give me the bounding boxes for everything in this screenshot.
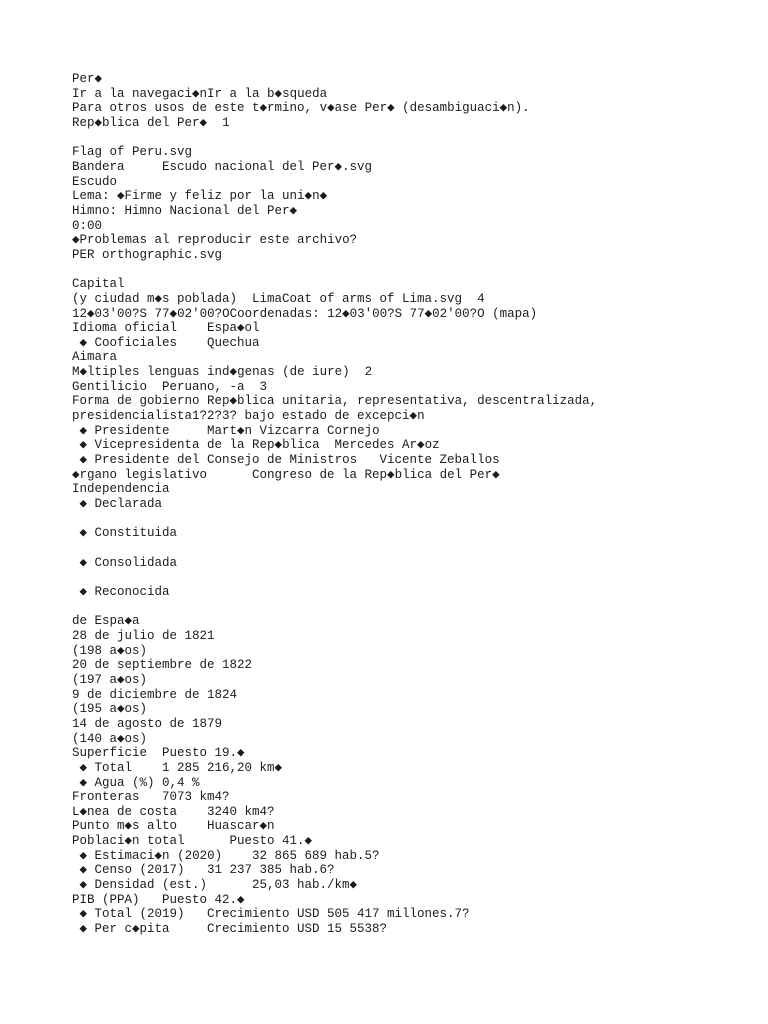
area-total-label: ◆ Total — [79, 760, 133, 775]
co-official-value: Aimara — [72, 350, 118, 365]
gdp-row — [72, 893, 752, 908]
official-language-row — [72, 321, 752, 336]
government-label: Forma de gobierno — [72, 394, 200, 409]
population-row — [72, 834, 752, 849]
gdp-total-label: ◆ Total (2019) — [79, 907, 185, 922]
borders-label: Fronteras — [72, 790, 140, 805]
audio-time: 0:00 — [72, 218, 103, 233]
co-official-row — [72, 336, 752, 351]
leader-label: ◆ Presidente — [79, 423, 170, 438]
borders-value: 7073 km4? — [162, 790, 230, 805]
government-value: Rep◆blica unitaria, representativa, descentralizada, — [207, 394, 598, 409]
co-official-value: M◆ltiples lenguas ind◆genas (de iure) — [72, 365, 350, 380]
independence-age: (195 a◆os) — [72, 702, 148, 717]
population-census-row — [72, 863, 752, 878]
leader-label: ◆ Presidente del Consejo de Ministros — [79, 453, 358, 468]
leader-row — [72, 424, 752, 439]
coastline-row — [72, 805, 752, 820]
gdp-per-capita-row — [72, 922, 752, 937]
blank-line — [72, 131, 752, 146]
symbols-row — [72, 160, 752, 175]
capital-label: Capital — [72, 277, 125, 292]
area-rank: Puesto 19.◆ — [162, 746, 245, 761]
demonym-row — [72, 380, 752, 395]
independence-date: 28 de julio de 1821 — [72, 628, 215, 643]
capital-value: LimaCoat of arms of Lima.svg — [252, 291, 463, 306]
independence-stage — [72, 556, 752, 571]
demonym-label: Gentilicio — [72, 379, 148, 394]
official-name: Rep◆blica del Per◆ — [72, 115, 208, 130]
gdp-label: PIB (PPA) — [72, 892, 140, 907]
independence-stage-label: ◆ Consolidada — [79, 555, 178, 570]
map-file: PER orthographic.svg — [72, 247, 223, 262]
area-water-label: ◆ Agua (%) — [79, 775, 155, 790]
co-official-value: Quechua — [207, 335, 260, 350]
population-density-value: 25,03 hab./km◆ — [252, 878, 358, 893]
footnote-ref: 3 — [259, 379, 268, 394]
area-total-row — [72, 761, 752, 776]
blank-line — [72, 541, 752, 556]
independence-date: 14 de agosto de 1879 — [72, 716, 223, 731]
independence-stage — [72, 585, 752, 600]
page-title: Per◆ — [72, 72, 103, 86]
capital-sublabel: (y ciudad m◆s poblada) — [72, 291, 238, 306]
leader-label: ◆ Vicepresidenta de la Rep◆blica — [79, 438, 320, 453]
leader-value: Vicente Zeballos — [379, 453, 500, 468]
leader-value: Mart◆n Vizcarra Cornejo — [207, 423, 380, 438]
document-text — [72, 72, 752, 937]
gdp-per-capita-value: Crecimiento USD 15 5538? — [207, 922, 388, 937]
population-census-value: 31 237 385 hab.6? — [207, 863, 335, 878]
official-language-value: Espa◆ol — [207, 321, 260, 336]
blank-line — [72, 600, 752, 615]
blank-line — [72, 263, 752, 278]
borders-row — [72, 790, 752, 805]
audio-error: ◆Problemas al reproducir este archivo? — [72, 233, 358, 248]
coastline-label: L◆nea de costa — [72, 804, 178, 819]
co-official-label: ◆ Cooficiales — [79, 335, 178, 350]
legislature-value: Congreso de la Rep◆blica del Per◆ — [252, 467, 500, 482]
gdp-total-value: Crecimiento USD 505 417 millones.7? — [207, 907, 470, 922]
gdp-total-row — [72, 907, 752, 922]
area-water-value: 0,4 % — [162, 775, 200, 790]
population-rank: Puesto 41.◆ — [229, 834, 313, 849]
footnote-ref: 2 — [364, 365, 373, 380]
government-row — [72, 394, 752, 409]
independence-date: 20 de septiembre de 1822 — [72, 658, 253, 673]
motto: Lema: ◆Firme y feliz por la uni◆n◆ — [72, 189, 328, 204]
population-estimate-value: 32 865 689 hab.5? — [252, 848, 380, 863]
population-density-row — [72, 878, 752, 893]
coastline-value: 3240 km4? — [207, 804, 275, 819]
footnote-ref: 1 — [222, 115, 230, 130]
independence-age: (140 a◆os) — [72, 731, 148, 746]
population-density-label: ◆ Densidad (est.) — [79, 878, 208, 893]
independence-stage — [72, 526, 752, 541]
legislature-row — [72, 468, 752, 483]
legislature-label: ◆rgano legislativo — [72, 467, 208, 482]
independence-from: de Espa◆a — [72, 614, 140, 629]
capital-row — [72, 292, 752, 307]
nav-links: Ir a la navegaci◆nIr a la b◆squeda — [72, 86, 328, 101]
government-value-continued: presidencialista1?2?3? bajo estado de excepci◆n — [72, 409, 425, 424]
coordinates: 12◆03'00?S 77◆02'00?OCoordenadas: 12◆03'00?S 77◆02'00?O (mapa) — [72, 306, 538, 321]
independence-age: (198 a◆os) — [72, 643, 148, 658]
population-estimate-label: ◆ Estimaci◆n (2020) — [79, 848, 223, 863]
blank-line — [72, 570, 752, 585]
official-language-label: Idioma oficial — [72, 321, 178, 336]
population-estimate-row — [72, 849, 752, 864]
demonym-value: Peruano, -a — [162, 379, 245, 394]
independence-stage-label: ◆ Constituida — [79, 526, 178, 541]
footnote-ref: 4 — [477, 291, 485, 306]
flag-file: Flag of Peru.svg — [72, 145, 193, 160]
population-label: Poblaci◆n total — [72, 834, 185, 849]
highest-point-value: Huascar◆n — [207, 819, 275, 834]
coat-file: Escudo nacional del Per◆.svg — [162, 159, 373, 174]
hatnote: Para otros usos de este t◆rmino, v◆ase Per◆ (desambiguaci◆n). — [72, 101, 530, 116]
leader-row — [72, 453, 752, 468]
independence-stage-label: ◆ Reconocida — [79, 584, 170, 599]
coat-label: Escudo — [72, 174, 118, 189]
area-total-value: 1 285 216,20 km◆ — [162, 760, 283, 775]
independence-stage-label: ◆ Declarada — [79, 497, 163, 512]
highest-point-label: Punto m◆s alto — [72, 819, 178, 834]
independence-age: (197 a◆os) — [72, 672, 148, 687]
blank-line — [72, 512, 752, 527]
flag-label: Bandera — [72, 159, 125, 174]
independence-stage — [72, 497, 752, 512]
gdp-rank: Puesto 42.◆ — [162, 892, 245, 907]
anthem: Himno: Himno Nacional del Per◆ — [72, 203, 298, 218]
official-name-row — [72, 116, 752, 131]
co-official-row — [72, 365, 752, 380]
population-census-label: ◆ Censo (2017) — [79, 863, 185, 878]
gdp-per-capita-label: ◆ Per c◆pita — [79, 922, 170, 937]
area-water-row — [72, 776, 752, 791]
leader-value: Mercedes Ar◆oz — [334, 438, 440, 453]
leader-row — [72, 438, 752, 453]
independence-date: 9 de diciembre de 1824 — [72, 687, 238, 702]
highest-point-row — [72, 819, 752, 834]
area-row — [72, 746, 752, 761]
independence-label: Independencia — [72, 482, 170, 497]
area-label: Superficie — [72, 746, 148, 761]
